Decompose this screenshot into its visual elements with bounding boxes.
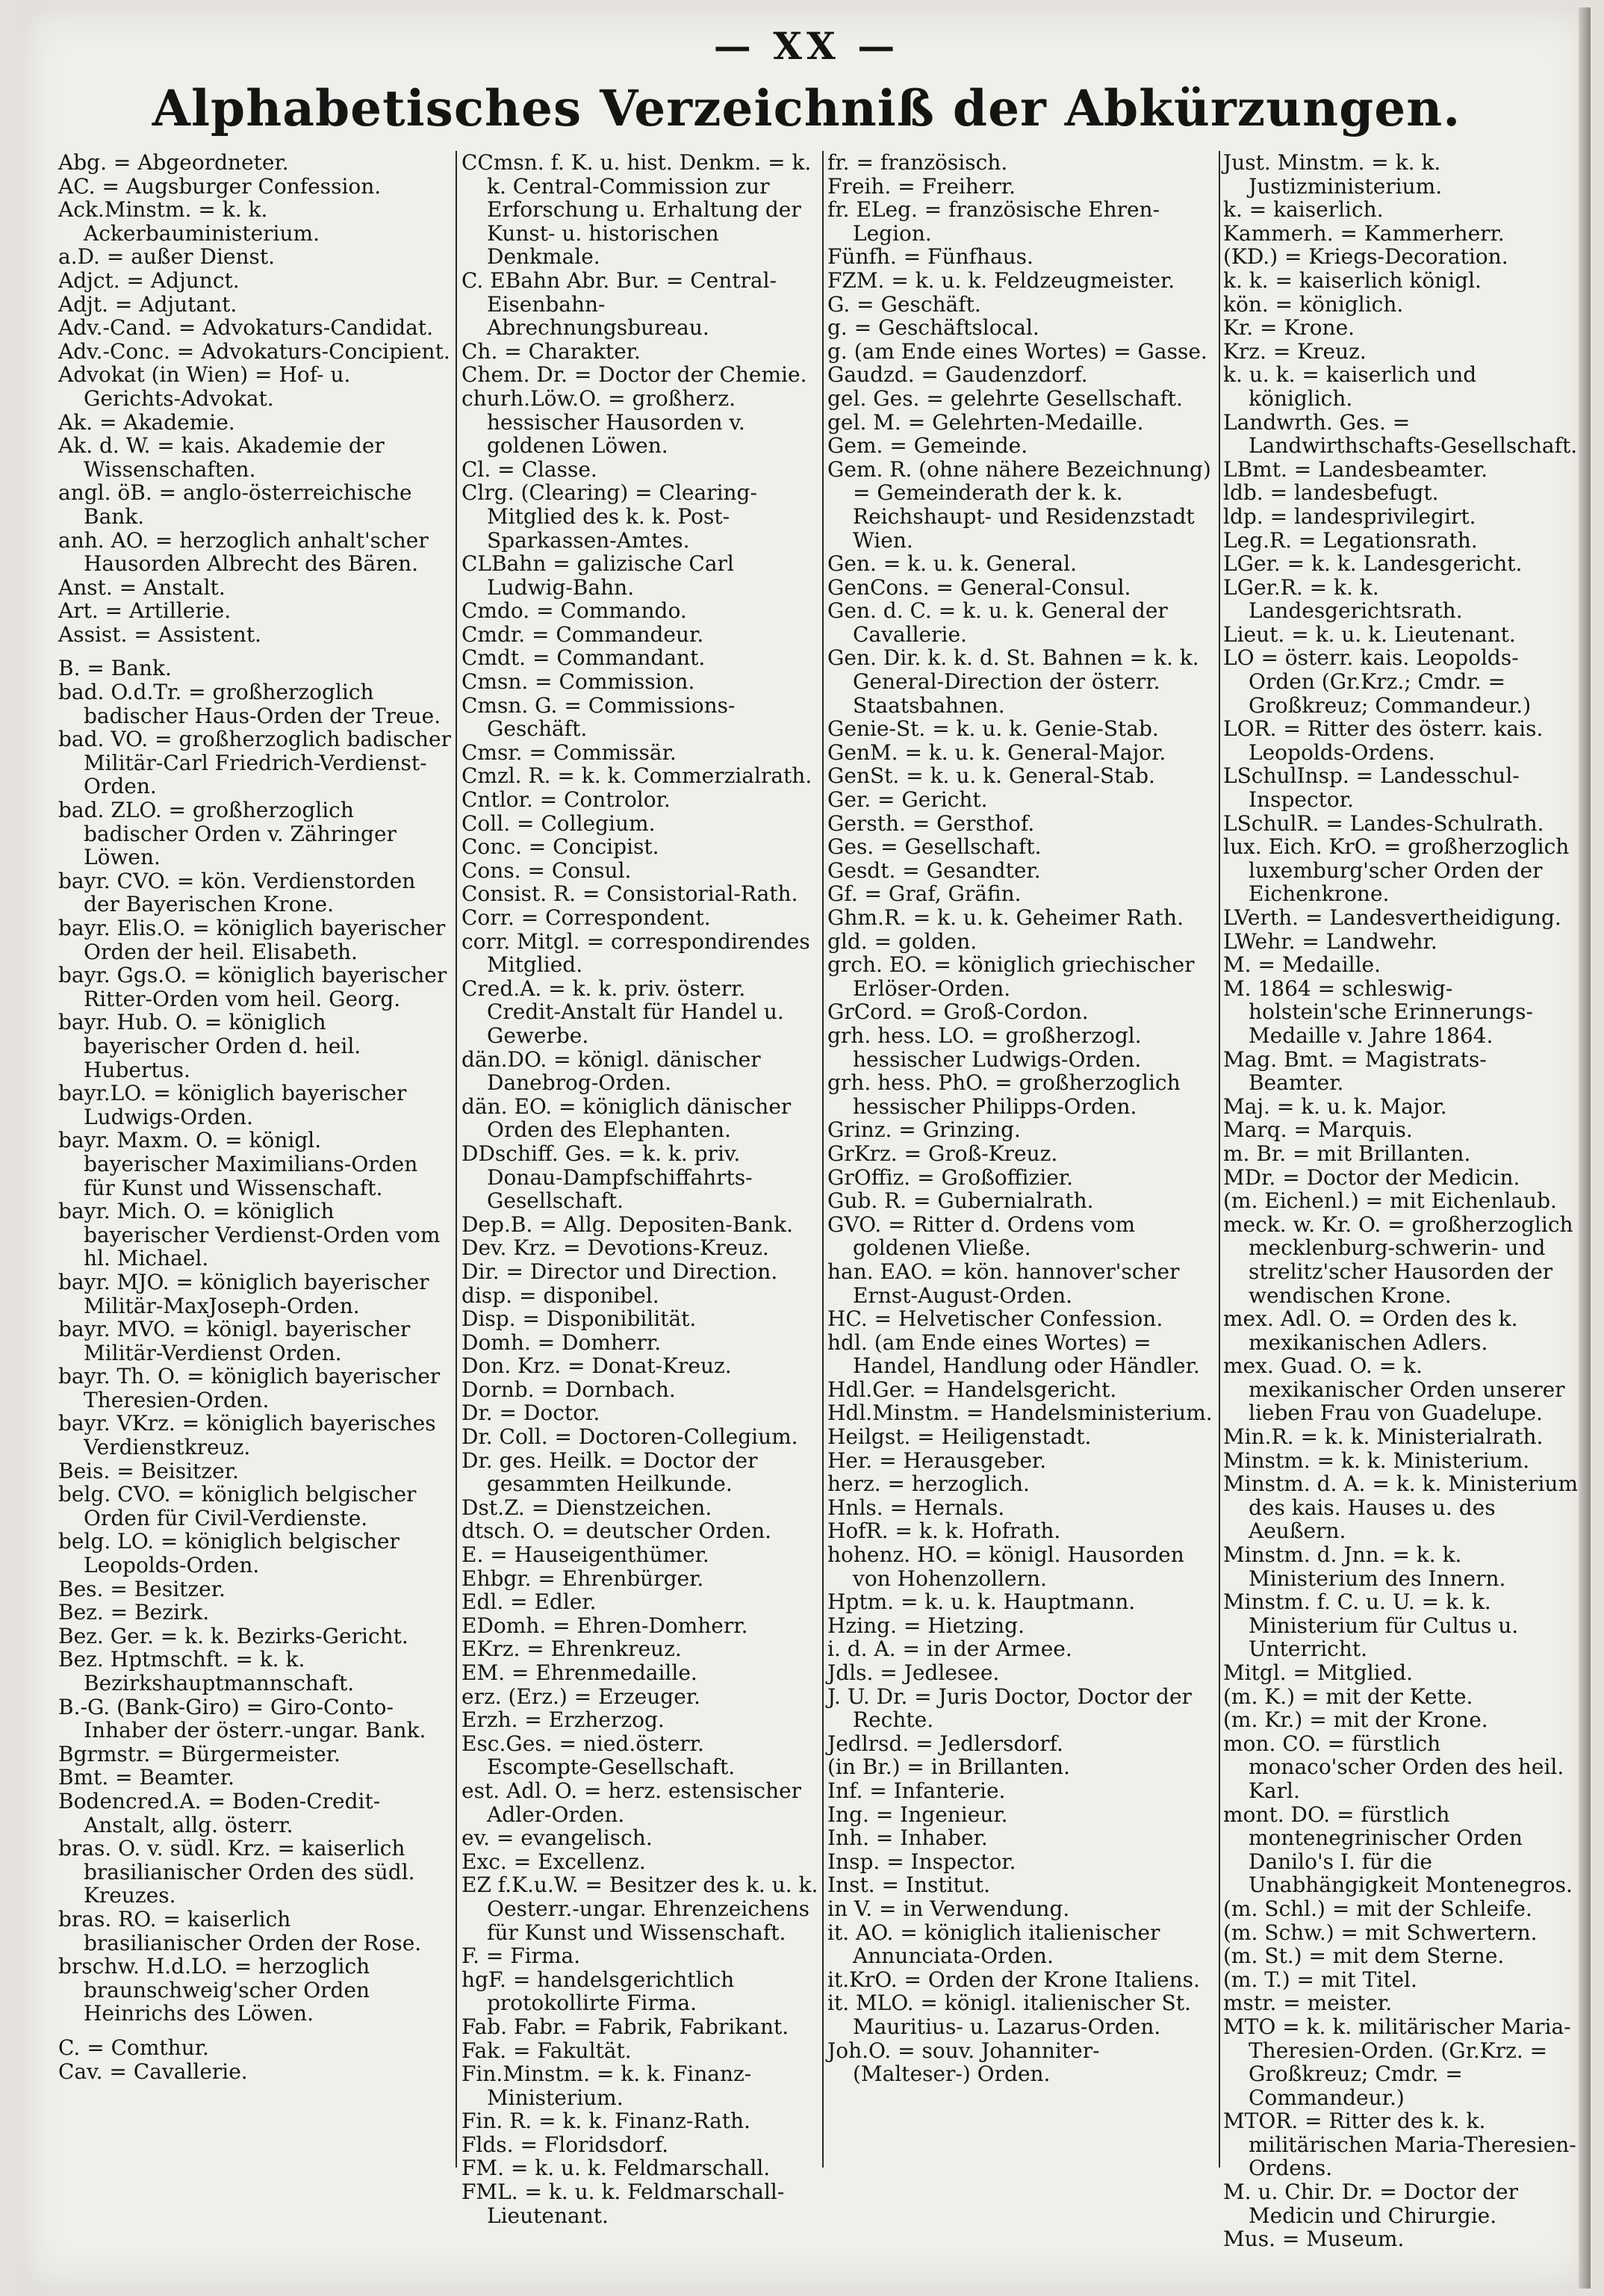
abbreviation-entry: GVO. = Ritter d. Ordens vom goldenen Vließe. <box>827 1211 1136 1261</box>
abbreviation-entry: Adjt. = Adjutant. <box>58 291 237 317</box>
abbreviation-entry: Joh.O. = souv. Johanniter-(Malteser-) Orden. <box>827 2038 1100 2087</box>
abbreviation-entry: Inh. = Inhaber. <box>827 1825 988 1851</box>
abbreviation-entry: i. d. A. = in der Armee. <box>827 1636 1072 1662</box>
abbreviation-entry: MDr. = Doctor der Medicin. <box>1223 1164 1520 1190</box>
abbreviation-entry: B.-G. (Bank-Giro) = Giro-Conto-Inhaber der österr.-ungar. Bank. <box>58 1694 426 1743</box>
abbreviation-entry: Dst.Z. = Dienstzeichen. <box>461 1495 712 1520</box>
abbreviation-entry: gel. Ges. = gelehrte Gesellschaft. <box>827 385 1183 411</box>
abbreviation-entry: Heilgst. = Heiligenstadt. <box>827 1424 1092 1450</box>
abbreviation-entry: Kammerh. = Kammerherr. <box>1223 220 1505 246</box>
abbreviation-entry: Gesdt. = Gesandter. <box>827 857 1041 883</box>
abbreviation-entry: LWehr. = Landwehr. <box>1223 928 1437 954</box>
abbreviation-entry: disp. = disponibel. <box>461 1282 659 1308</box>
abbreviation-entry: Ger. = Gericht. <box>827 787 988 813</box>
abbreviation-entry: LSchulR. = Landes-Schulrath. <box>1223 810 1544 836</box>
abbreviation-entry: (KD.) = Kriegs-Decoration. <box>1223 244 1508 270</box>
abbreviation-entry: (m. Schl.) = mit der Schleife. <box>1223 1896 1532 1921</box>
abbreviation-entry: ldb. = landesbefugt. <box>1223 480 1439 506</box>
abbreviation-entry: fr. = französisch. <box>827 150 1008 175</box>
abbreviation-entry: Landwrth. Ges. = Landwirthschafts-Gesellschaft. <box>1223 409 1578 459</box>
column-3 <box>827 151 1216 2168</box>
abbreviation-entry: Consist. R. = Consistorial-Rath. <box>461 881 798 907</box>
abbreviation-entry: DDschiff. Ges. = k. k. priv. Donau-Dampfschiffahrts-Gesellschaft. <box>461 1141 753 1214</box>
abbreviation-entry: LSchulInsp. = Landesschul-Inspector. <box>1223 763 1520 813</box>
abbreviation-entry: F. = Firma. <box>461 1943 581 1969</box>
column-divider <box>1219 151 1220 2168</box>
abbreviation-entry: Fin.Minstm. = k. k. Finanz-Ministerium. <box>461 2061 752 2110</box>
abbreviation-entry: CLBahn = galizische Carl Ludwig-Bahn. <box>461 551 734 600</box>
abbreviation-entry: MTO = k. k. militärischer Maria-Theresien-Orden. (Gr.Krz. = Großkreuz; Cmdr. = Commandeur.) <box>1223 2014 1571 2110</box>
abbreviation-entry: (m. St.) = mit dem Sterne. <box>1223 1943 1505 1969</box>
abbreviation-entry: Bez. Hptmschft. = k. k. Bezirkshauptmannschaft. <box>58 1647 355 1695</box>
abbreviation-entry: Dir. = Director und Direction. <box>461 1259 778 1284</box>
abbreviation-entry: EDomh. = Ehren-Domherr. <box>461 1613 748 1638</box>
abbreviation-entry: (m. Kr.) = mit der Krone. <box>1223 1707 1488 1733</box>
abbreviation-entry: mstr. = meister. <box>1223 1991 1393 2016</box>
abbreviation-entry: Dr. = Doctor. <box>461 1400 600 1426</box>
abbreviation-entry: C. EBahn Abr. Bur. = Central-Eisenbahn-Abrechnungsbureau. <box>461 267 777 341</box>
abbreviation-entry: Bez. = Bezirk. <box>58 1600 210 1625</box>
abbreviation-entry: GrOffiz. = Großoffizier. <box>827 1164 1073 1190</box>
abbreviation-entry: Ges. = Gesellschaft. <box>827 834 1042 860</box>
abbreviation-entry: Ak. = Akademie. <box>58 409 235 435</box>
abbreviation-entry: dtsch. O. = deutscher Orden. <box>461 1518 772 1544</box>
abbreviation-entry: bayr. CVO. = kön. Verdienstorden der Bayerischen Krone. <box>58 868 416 917</box>
abbreviation-entry: erz. (Erz.) = Erzeuger. <box>461 1684 700 1709</box>
abbreviation-entry: LO = österr. kais. Leopolds-Orden (Gr.Krz.; Cmdr. = Großkreuz; Commandeur.) <box>1223 645 1532 718</box>
abbreviation-entry: Jedlrsd. = Jedlersdorf. <box>827 1731 1063 1756</box>
page-number: — XX — <box>713 24 900 68</box>
abbreviation-entry: B. = Bank. <box>58 656 172 681</box>
abbreviation-entry: Lieut. = k. u. k. Lieutenant. <box>1223 621 1516 647</box>
abbreviation-entry: dän.DO. = königl. dänischer Danebrog-Orden. <box>461 1046 761 1096</box>
abbreviation-entry: Cmdo. = Commando. <box>461 598 687 624</box>
abbreviation-entry: Adv.-Conc. = Advokaturs-Concipient. <box>58 338 450 364</box>
abbreviation-entry: Disp. = Disponibilität. <box>461 1306 697 1332</box>
abbreviation-entry: Ehbgr. = Ehrenbürger. <box>461 1566 704 1591</box>
abbreviation-entry: belg. CVO. = königlich belgischer Orden für Civil-Verdienste. <box>58 1482 417 1530</box>
abbreviation-entry: FM. = k. u. k. Feldmarschall. <box>461 2156 771 2181</box>
abbreviation-entry: Hdl.Ger. = Handelsgericht. <box>827 1377 1117 1402</box>
abbreviation-entry: Bgrmstr. = Bürgermeister. <box>58 1741 341 1766</box>
abbreviation-entry: Fünfh. = Fünfhaus. <box>827 244 1033 270</box>
abbreviation-entry: hdl. (am Ende eines Wortes) = Handel, Handlung oder Händler. <box>827 1329 1200 1379</box>
abbreviation-entry: Bodencred.A. = Boden-Credit-Anstalt, allg. österr. <box>58 1788 381 1837</box>
abbreviation-entry: Fin. R. = k. k. Finanz-Rath. <box>461 2109 750 2134</box>
abbreviation-entry: g. (am Ende eines Wortes) = Gasse. <box>827 338 1207 364</box>
abbreviation-entry: Cmdt. = Commandant. <box>461 645 706 671</box>
abbreviation-entry: LGer. = k. k. Landesgericht. <box>1223 551 1523 577</box>
abbreviation-entry: Cmdr. = Commandeur. <box>461 621 704 647</box>
abbreviation-entry: it.KrO. = Orden der Krone Italiens. <box>827 1967 1200 1992</box>
abbreviation-entry: gel. M. = Gelehrten-Medaille. <box>827 409 1144 435</box>
column-divider <box>822 151 824 2168</box>
abbreviation-entry: Dev. Krz. = Devotions-Kreuz. <box>461 1235 769 1261</box>
abbreviation-entry: EZ f.K.u.W. = Besitzer des k. u. k. Oesterr.-ungar. Ehrenzeichens für Kunst und Wissenschaft. <box>461 1873 818 1945</box>
abbreviation-entry: GrKrz. = Groß-Kreuz. <box>827 1141 1058 1166</box>
abbreviation-entry: Ing. = Ingenieur. <box>827 1802 1008 1827</box>
abbreviation-entry: mon. CO. = fürstlich monaco'scher Orden des heil. Karl. <box>1223 1731 1564 1803</box>
abbreviation-entry: FZM. = k. u. k. Feldzeugmeister. <box>827 267 1175 293</box>
abbreviation-entry: belg. LO. = königlich belgischer Leopolds-Orden. <box>58 1529 400 1578</box>
abbreviation-entry: GrCord. = Groß-Cordon. <box>827 999 1089 1025</box>
abbreviation-entry: grh. hess. PhO. = großherzoglich hessischer Philipps-Orden. <box>827 1070 1181 1119</box>
abbreviation-entry: Ack.Minstm. = k. k. Ackerbauministerium. <box>58 197 320 246</box>
abbreviation-entry: grch. EO. = königlich griechischer Erlöser-Orden. <box>827 952 1195 1001</box>
abbreviation-entry: Hdl.Minstm. = Handelsministerium. <box>827 1400 1213 1426</box>
column-2 <box>461 150 818 2228</box>
abbreviation-entry: AC. = Augsburger Confession. <box>58 173 382 199</box>
abbreviation-entry: Gen. d. C. = k. u. k. General der Cavallerie. <box>827 598 1168 647</box>
abbreviation-entry: in V. = in Verwendung. <box>827 1896 1070 1921</box>
abbreviation-entry: Flds. = Floridsdorf. <box>461 2132 669 2157</box>
abbreviation-entry: Grinz. = Grinzing. <box>827 1117 1021 1143</box>
abbreviation-entry: Assist. = Assistent. <box>58 621 261 647</box>
abbreviation-entry: FML. = k. u. k. Feldmarschall-Lieutenant. <box>461 2179 785 2228</box>
abbreviation-entry: Gem. = Gemeinde. <box>827 433 1028 459</box>
abbreviation-entry: M. 1864 = schleswig-holstein'sche Erinnerungs-Medaille v. Jahre 1864. <box>1223 975 1533 1048</box>
abbreviation-entry: Fak. = Fakultät. <box>461 2038 632 2063</box>
abbreviation-entry: E. = Hauseigenthümer. <box>461 1542 709 1568</box>
abbreviation-entry: Adjct. = Adjunct. <box>58 267 240 293</box>
abbreviation-entry: (m. K.) = mit der Kette. <box>1223 1684 1473 1709</box>
abbreviation-entry: Coll. = Collegium. <box>461 810 656 836</box>
abbreviation-entry: J. U. Dr. = Juris Doctor, Doctor der Rechte. <box>827 1684 1192 1733</box>
abbreviation-entry: CCmsn. f. K. u. hist. Denkm. = k. k. Central-Commission zur Erforschung u. Erhaltung der Kunst- u. historischen Denkmale. <box>461 150 812 270</box>
abbreviation-entry: Marq. = Marquis. <box>1223 1117 1413 1143</box>
abbreviation-entry: Freih. = Freiherr. <box>827 173 1016 199</box>
abbreviation-entry: anh. AO. = herzoglich anhalt'scher Hausorden Albrecht des Bären. <box>58 527 429 577</box>
abbreviation-entry: fr. ELeg. = französische Ehren-Legion. <box>827 197 1160 246</box>
abbreviation-entry: kön. = königlich. <box>1223 291 1404 317</box>
abbreviation-entry: Minstm. d. Jnn. = k. k. Ministerium des Innern. <box>1223 1542 1506 1591</box>
abbreviation-entry: Jdls. = Jedlesee. <box>827 1660 1000 1685</box>
abbreviation-entry: Edl. = Edler. <box>461 1589 597 1615</box>
abbreviation-entry: Hnls. = Hernals. <box>827 1495 1005 1520</box>
abbreviation-entry: Minstm. f. C. u. U. = k. k. Ministerium für Cultus u. Unterricht. <box>1223 1589 1519 1662</box>
abbreviation-entry: Gaudzd. = Gaudenzdorf. <box>827 362 1088 388</box>
abbreviation-entry: bayr. Hub. O. = königlich bayerischer Orden d. heil. Hubertus. <box>58 1010 361 1082</box>
abbreviation-entry: HofR. = k. k. Hofrath. <box>827 1518 1061 1544</box>
abbreviation-entry: Cmsn. G. = Commissions-Geschäft. <box>461 692 736 742</box>
abbreviation-entry: Domh. = Domherr. <box>461 1329 662 1355</box>
abbreviation-entry: Chem. Dr. = Doctor der Chemie. <box>461 362 807 388</box>
abbreviation-entry: Dr. Coll. = Doctoren-Collegium. <box>461 1424 798 1450</box>
abbreviation-entry: est. Adl. O. = herz. estensischer Adler-Orden. <box>461 1778 802 1827</box>
abbreviation-entry: M. u. Chir. Dr. = Doctor der Medicin und Chirurgie. <box>1223 2179 1519 2228</box>
abbreviation-entry: grh. hess. LO. = großherzogl. hessischer Ludwigs-Orden. <box>827 1023 1142 1072</box>
abbreviation-entry: Inf. = Infanterie. <box>827 1778 1006 1803</box>
abbreviation-entry: Gen. Dir. k. k. d. St. Bahnen = k. k. General-Direction der österr. Staatsbahnen. <box>827 645 1199 718</box>
abbreviation-entry: Dr. ges. Heilk. = Doctor der gesammten Heilkunde. <box>461 1448 758 1497</box>
abbreviation-entry: bras. RO. = kaiserlich brasilianischer Orden der Rose. <box>58 1906 422 1955</box>
column-divider <box>456 151 457 2168</box>
abbreviation-entry: LOR. = Ritter des österr. kais. Leopolds-Ordens. <box>1223 716 1544 765</box>
abbreviation-entry: Cons. = Consul. <box>461 857 632 883</box>
abbreviation-entry: Kr. = Krone. <box>1223 315 1355 341</box>
abbreviation-entry: dän. EO. = königlich dänischer Orden des Elephanten. <box>461 1093 792 1143</box>
abbreviation-entry: (m. T.) = mit Titel. <box>1223 1967 1417 1992</box>
abbreviation-entry: bayr. Mich. O. = königlich bayerischer Verdienst-Orden vom hl. Michael. <box>58 1199 441 1271</box>
abbreviation-entry: GenM. = k. u. k. General-Major. <box>827 739 1166 765</box>
abbreviation-entry: bayr. Maxm. O. = königl. bayerischer Maximilians-Orden für Kunst und Wissenschaft. <box>58 1128 418 1200</box>
abbreviation-entry: Maj. = k. u. k. Major. <box>1223 1093 1447 1119</box>
abbreviation-entry: Cred.A. = k. k. priv. österr. Credit-Anstalt für Handel u. Gewerbe. <box>461 975 784 1048</box>
abbreviation-entry: C. = Comthur. <box>58 2035 209 2060</box>
abbreviation-entry: Cmzl. R. = k. k. Commerzialrath. <box>461 763 812 789</box>
abbreviation-entry: ldp. = landesprivilegirt. <box>1223 503 1476 529</box>
page <box>22 7 1591 2289</box>
abbreviation-entry: churh.Löw.O. = großherz. hessischer Hausorden v. goldenen Löwen. <box>461 385 745 459</box>
abbreviation-entry: HC. = Helvetischer Confession. <box>827 1306 1163 1332</box>
abbreviation-entry: Bmt. = Beamter. <box>58 1765 234 1790</box>
abbreviation-entry: Art. = Artillerie. <box>58 598 231 624</box>
column-1 <box>58 151 453 2168</box>
abbreviation-entry: it. MLO. = königl. italienischer St. Mauritius- u. Lazarus-Orden. <box>827 1991 1191 2039</box>
abbreviation-entry: Erzh. = Erzherzog. <box>461 1707 665 1733</box>
abbreviation-entry: Hzing. = Hietzing. <box>827 1613 1025 1638</box>
abbreviation-entry: Esc.Ges. = nied.österr. Escompte-Gesellschaft. <box>461 1731 736 1780</box>
abbreviation-entry: GenSt. = k. u. k. General-Stab. <box>827 763 1155 789</box>
abbreviation-entry: gld. = golden. <box>827 928 977 954</box>
abbreviation-entry: m. Br. = mit Brillanten. <box>1223 1141 1471 1166</box>
abbreviation-entry: Krz. = Kreuz. <box>1223 338 1367 364</box>
abbreviation-entry: Hptm. = k. u. k. Hauptmann. <box>827 1589 1136 1615</box>
abbreviation-entry: hgF. = handelsgerichtlich protokollirte Firma. <box>461 1967 735 2016</box>
abbreviation-entry: bayr. MJO. = königlich bayerischer Militär-MaxJoseph-Orden. <box>58 1269 429 1318</box>
abbreviation-entry: Minstm. = k. k. Ministerium. <box>1223 1448 1530 1473</box>
page-edge <box>1579 7 1591 2289</box>
abbreviation-entry: k. = kaiserlich. <box>1223 197 1384 223</box>
abbreviation-entry: Anst. = Anstalt. <box>58 574 226 600</box>
abbreviation-entry: Exc. = Excellenz. <box>461 1849 646 1874</box>
abbreviation-entry: bad. VO. = großherzoglich badischer Militär-Carl Friedrich-Verdienst-Orden. <box>58 727 451 799</box>
abbreviation-entry: Min.R. = k. k. Ministerialrath. <box>1223 1424 1544 1450</box>
abbreviation-entry: Inst. = Institut. <box>827 1873 990 1898</box>
abbreviation-entry: Clrg. (Clearing) = Clearing-Mitglied des k. k. Post-Sparkassen-Amtes. <box>461 480 757 553</box>
abbreviation-entry: (in Br.) = in Brillanten. <box>827 1754 1070 1780</box>
abbreviation-entry: Corr. = Correspondent. <box>461 905 711 930</box>
abbreviation-entry: EM. = Ehrenmedaille. <box>461 1660 697 1685</box>
column-4 <box>1223 150 1582 2252</box>
abbreviation-entry: ev. = evangelisch. <box>461 1825 653 1851</box>
abbreviation-entry: LGer.R. = k. k. Landesgerichtsrath. <box>1223 574 1463 624</box>
abbreviation-entry: Leg.R. = Legationsrath. <box>1223 527 1478 553</box>
abbreviation-entry: Bez. Ger. = k. k. Bezirks-Gericht. <box>58 1623 408 1648</box>
abbreviation-entry: bayr.LO. = königlich bayerischer Ludwigs-Orden. <box>58 1081 407 1129</box>
abbreviation-entry: k. k. = kaiserlich königl. <box>1223 267 1482 293</box>
page-title: Alphabetisches Verzeichniß der Abkürzungen. <box>152 79 1461 137</box>
abbreviation-entry: mex. Adl. O. = Orden des k. mexikanischen Adlers. <box>1223 1306 1518 1355</box>
abbreviation-entry: Ghm.R. = k. u. k. Geheimer Rath. <box>827 905 1184 930</box>
abbreviation-entry: Abg. = Abgeordneter. <box>58 150 289 175</box>
abbreviation-entry: Cav. = Cavallerie. <box>58 2058 248 2084</box>
abbreviation-entry: bayr. Th. O. = königlich bayerischer Theresien-Orden. <box>58 1364 441 1412</box>
abbreviation-entry: g. = Geschäftslocal. <box>827 315 1039 341</box>
abbreviation-entry: it. AO. = königlich italienischer Annunciata-Orden. <box>827 1920 1160 1969</box>
abbreviation-entry: brschw. H.d.LO. = herzoglich braunschweig'scher Orden Heinrichs des Löwen. <box>58 1954 370 2026</box>
abbreviation-entry: Gub. R. = Gubernialrath. <box>827 1188 1094 1214</box>
abbreviation-entry: Cntlor. = Controlor. <box>461 787 671 813</box>
abbreviation-entry: Gf. = Graf, Gräfin. <box>827 881 1022 907</box>
abbreviation-entry: Insp. = Inspector. <box>827 1849 1016 1874</box>
abbreviation-entry: Dornb. = Dornbach. <box>461 1377 676 1402</box>
abbreviation-entry: G. = Geschäft. <box>827 291 981 317</box>
abbreviation-entry: Dep.B. = Allg. Depositen-Bank. <box>461 1211 794 1237</box>
abbreviation-entry: lux. Eich. KrO. = großherzoglich luxemburg'scher Orden der Eichenkrone. <box>1223 834 1570 907</box>
abbreviation-entry: herz. = herzoglich. <box>827 1471 1030 1497</box>
abbreviation-entry: corr. Mitgl. = correspondirendes Mitglied. <box>461 928 810 978</box>
abbreviation-entry: bayr. Elis.O. = königlich bayerischer Orden der heil. Elisabeth. <box>58 916 446 964</box>
abbreviation-entry: bad. ZLO. = großherzoglich badischer Orden v. Zähringer Löwen. <box>58 798 397 870</box>
abbreviation-entry: Mag. Bmt. = Magistrats-Beamter. <box>1223 1046 1487 1096</box>
abbreviation-entry: Cl. = Classe. <box>461 456 597 482</box>
abbreviation-entry: bayr. MVO. = königl. bayerischer Militär-Verdienst Orden. <box>58 1317 411 1365</box>
abbreviation-entry: meck. w. Kr. O. = großherzoglich mecklenburg-schwerin- und strelitz'scher Hausorden der wendischen Krone. <box>1223 1211 1573 1308</box>
abbreviation-entry: Conc. = Concipist. <box>461 834 659 860</box>
abbreviation-entry: (m. Schw.) = mit Schwertern. <box>1223 1920 1538 1945</box>
abbreviation-entry: Don. Krz. = Donat-Kreuz. <box>461 1353 732 1379</box>
abbreviation-entry: Her. = Herausgeber. <box>827 1448 1047 1473</box>
abbreviation-entry: mont. DO. = fürstlich montenegrinischer Orden Danilo's I. für die Unabhängigkeit Montenegros. <box>1223 1802 1573 1898</box>
abbreviation-entry: LBmt. = Landesbeamter. <box>1223 456 1488 482</box>
abbreviation-entry: Adv.-Cand. = Advokaturs-Candidat. <box>58 315 434 341</box>
abbreviation-entry: k. u. k. = kaiserlich und königlich. <box>1223 362 1477 411</box>
abbreviation-entry: GenCons. = General-Consul. <box>827 574 1131 600</box>
abbreviation-entry: Advokat (in Wien) = Hof- u. Gerichts-Advokat. <box>58 362 351 411</box>
abbreviation-entry: bad. O.d.Tr. = großherzoglich badischer Haus-Orden der Treue. <box>58 680 441 728</box>
abbreviation-entry: Cmsr. = Commissär. <box>461 739 677 765</box>
abbreviation-entry: Mitgl. = Mitglied. <box>1223 1660 1414 1685</box>
abbreviation-entry: Minstm. d. A. = k. k. Ministerium des kais. Hauses u. des Aeußern. <box>1223 1471 1579 1544</box>
abbreviation-entry: a.D. = außer Dienst. <box>58 244 276 270</box>
abbreviation-entry: Beis. = Beisitzer. <box>58 1458 239 1483</box>
abbreviation-entry: (m. Eichenl.) = mit Eichenlaub. <box>1223 1188 1557 1214</box>
abbreviation-entry: Just. Minstm. = k. k. Justizministerium. <box>1223 150 1443 199</box>
abbreviation-entry: mex. Guad. O. = k. mexikanischer Orden unserer lieben Frau von Guadelupe. <box>1223 1353 1565 1426</box>
abbreviation-entry: Cmsn. = Commission. <box>461 669 695 695</box>
abbreviation-entry: bras. O. v. südl. Krz. = kaiserlich brasilianischer Orden des südl. Kreuzes. <box>58 1836 415 1908</box>
abbreviation-entry: hohenz. HO. = königl. Hausorden von Hohenzollern. <box>827 1542 1184 1591</box>
abbreviation-entry: Gersth. = Gersthof. <box>827 810 1035 836</box>
abbreviation-entry: Mus. = Museum. <box>1223 2227 1405 2252</box>
abbreviation-entry: MTOR. = Ritter des k. k. militärischen Maria-Theresien-Ordens. <box>1223 2109 1576 2181</box>
abbreviation-entry: angl. öB. = anglo-österreichische Bank. <box>58 480 412 529</box>
abbreviation-entry: Genie-St. = k. u. k. Genie-Stab. <box>827 716 1159 742</box>
abbreviation-entry: han. EAO. = kön. hannover'scher Ernst-August-Orden. <box>827 1259 1180 1308</box>
abbreviation-entry: Gen. = k. u. k. General. <box>827 551 1077 577</box>
abbreviation-entry: M. = Medaille. <box>1223 952 1381 978</box>
abbreviation-entry: Bes. = Besitzer. <box>58 1576 226 1601</box>
abbreviation-entry: bayr. VKrz. = königlich bayerisches Verdienstkreuz. <box>58 1411 436 1460</box>
abbreviation-entry: Ak. d. W. = kais. Akademie der Wissenschaften. <box>58 433 385 482</box>
abbreviation-entry: Fab. Fabr. = Fabrik, Fabrikant. <box>461 2014 789 2039</box>
abbreviation-entry: LVerth. = Landesvertheidigung. <box>1223 905 1561 930</box>
abbreviation-entry: Gem. R. (ohne nähere Bezeichnung) = Gemeinderath der k. k. Reichshaupt- und Residenzstadt Wien. <box>827 456 1211 553</box>
abbreviation-entry: EKrz. = Ehrenkreuz. <box>461 1636 682 1662</box>
abbreviation-entry: bayr. Ggs.O. = königlich bayerischer Ritter-Orden vom heil. Georg. <box>58 963 447 1011</box>
abbreviation-entry: Ch. = Charakter. <box>461 338 641 364</box>
